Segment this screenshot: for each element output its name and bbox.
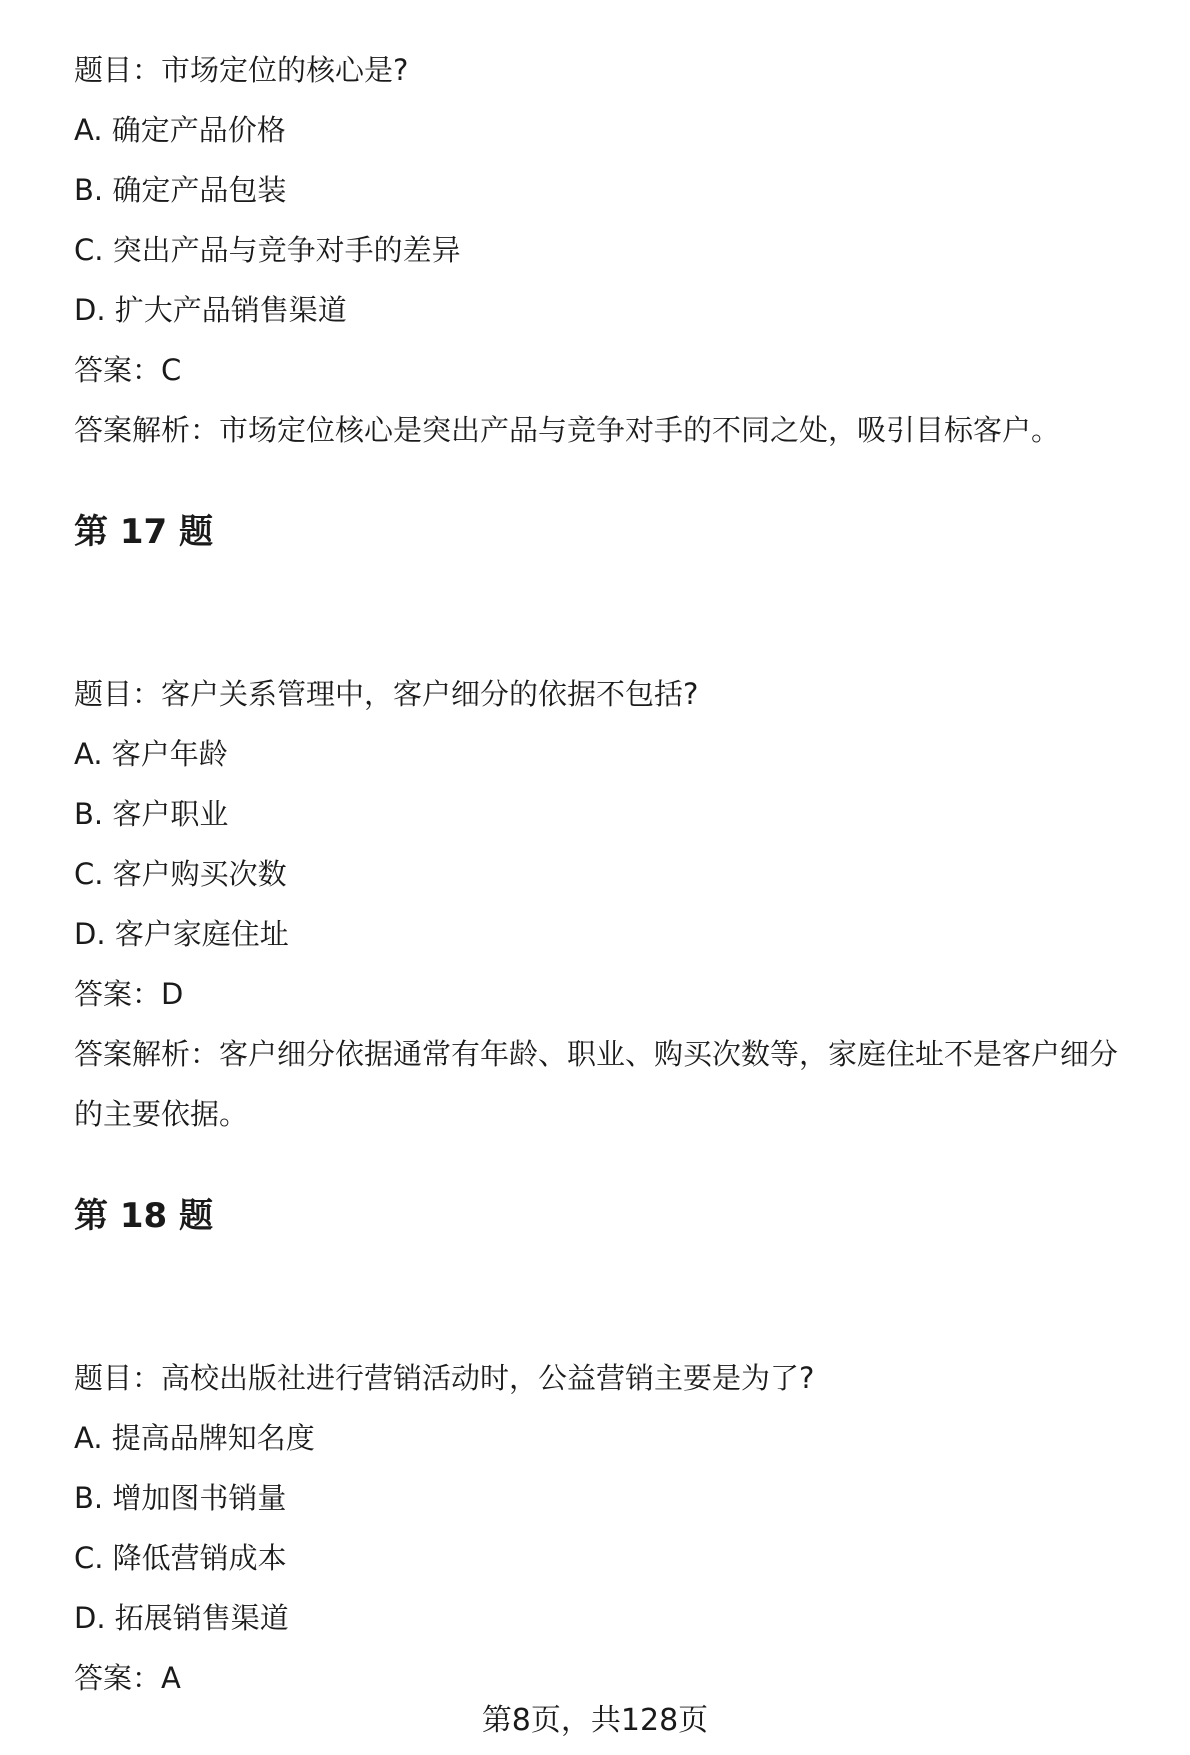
page-number-footer: 第8页，共128页 [481,1703,709,1738]
question-18-option-c: C. 降低营销成本 [74,1541,287,1575]
question-17-explanation-line-2: 的主要依据。 [74,1097,249,1131]
question-17-option-c: C. 客户购买次数 [74,857,287,891]
question-16-option-d: D. 扩大产品销售渠道 [74,293,347,327]
question-18-text: 题目：高校出版社进行营销活动时，公益营销主要是为了? [74,1361,815,1395]
question-16-option-a: A. 确定产品价格 [74,113,286,147]
question-18-answer: 答案：A [74,1661,181,1695]
question-16-explanation: 答案解析：市场定位核心是突出产品与竞争对手的不同之处，吸引目标客户。 [74,413,1061,447]
question-17-option-a: A. 客户年龄 [74,737,228,771]
question-16-option-b: B. 确定产品包装 [74,173,287,207]
question-18-heading: 第 18 题 [74,1196,213,1236]
question-17-option-b: B. 客户职业 [74,797,229,831]
question-17-text: 题目：客户关系管理中，客户细分的依据不包括? [74,677,699,711]
question-17-answer: 答案：D [74,977,184,1011]
question-18-option-a: A. 提高品牌知名度 [74,1421,315,1455]
question-18-option-d: D. 拓展销售渠道 [74,1601,289,1635]
question-16-text: 题目：市场定位的核心是? [74,53,409,87]
question-17-heading: 第 17 题 [74,512,213,552]
question-17-explanation-line-1: 答案解析：客户细分依据通常有年龄、职业、购买次数等，家庭住址不是客户细分 [74,1037,1119,1071]
question-18-option-b: B. 增加图书销量 [74,1481,287,1515]
question-16-option-c: C. 突出产品与竞争对手的差异 [74,233,461,267]
question-16-answer: 答案：C [74,353,182,387]
question-17-option-d: D. 客户家庭住址 [74,917,289,951]
